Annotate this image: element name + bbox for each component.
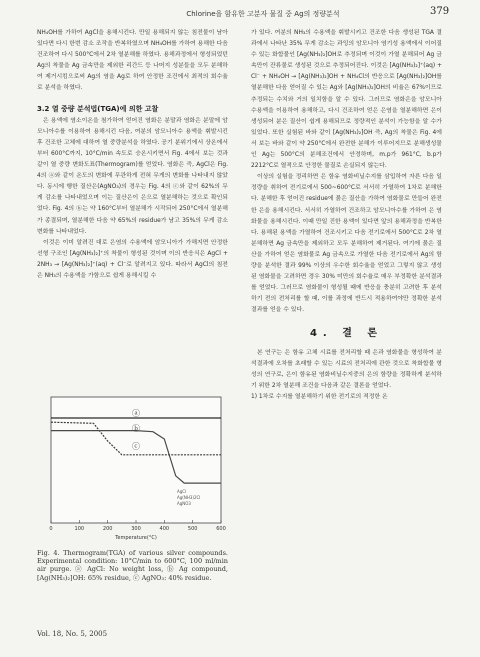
x-tick-label: 0	[49, 526, 53, 532]
x-tick-label: 200	[102, 526, 113, 532]
curve-label-a: ⓐ	[132, 409, 140, 418]
body-paragraph: 은 용액에 염소이온을 첨가하여 얻어진 염화은 분말과 염화은 분말에 암모니아수를 이용하여 용해시킨 다음, 여분의 암모니아수 용액을 휘발시킨 후 건조한 고체에 대하여 열 중량분석을 하였다. 공기 분위기에서 상온에서부터 600°C까지, 10°C/min 속도로 승온시키면서 Fig. 4에서 보는 것과 같이 열 중량 변화도표(Thermogram)를 얻었다. 염화은 즉, AgCl은 Fig. 4의 ⓐ와 같이 온도의 변화에 무관하게 전혀 무게의 변화를 나타내지 않았다. 동시에 행한 질산은(AgNO₃)의 경우는 Fig. 4의 ⓒ와 같이 62%의 무게 감소를 나타내었으며 이는 질산은이 은으로 열분해하는 것으로 확인되었다. Fig. 4의 ⓑ는 약 160°C부터 열분해가 시작되어 250°C에서 열분해가 종결되며, 열분해한 다음 약 65%의 residue가 남고 35%의 무게 감소 변화를 나타내었다.	[37, 117, 228, 235]
body-paragraph: 가 있다. 여분의 NH₃의 수용액을 휘발시키고 건조한 다음 생성된 TGA 결과에서 나타난 35% 무게 감소는 과잉의 암모니아 염기성 용액에서 이어질 수 있는 화합물인 [Ag(NH₃)₂]OH로 추정되며 이것이 가열 분해되어 Ag 금속만이 잔류물로 생성된 것으로 추정되어진다. 이것은 [Ag(NH₃)₂]⁺(aq) + Cl⁻ + NH₄OH → [Ag(NH₃)₂]OH + NH₄Cl의 반응으로 [Ag(NH₃)₂]OH를 열분해한 다음 얻어질 수 있는 Ag와 [Ag(NH₃)₂]OH의 비율은 67%이므로 추정되는 수치와 거의 일치함을 알 수 있다. 그러므로 염화은을 암모니아 수용액을 이용하여 용해하고, 다시 건조하여 얻은 은염을 열분해하면 은이 생성되어 분은 질산이 쉽게 용해되므로 정량적인 분석이 가능함을 알 수가 있었다. 또한 실험된 바와 같이 [Ag(NH₃)₂]OH 즉, Ag의 착물은 Fig. 4에서 보는 바와 같이 약 250°C에서 완전한 분해가 이루어지므로 분해생성물인 Ag는 500°C의 분해조건에서 안정하며, m.p가 961°C, b.p가 2212°C로 열적으로 안정한 물질로 손실되지 않는다.	[251, 30, 442, 170]
running-header-title: Chlorine을 함유한 고분자 물질 중 Ag의 정량분석	[186, 10, 340, 18]
legend-entry: Ag(NH3)2Cl	[177, 495, 201, 500]
legend-entry: AgCl	[177, 489, 187, 494]
journal-footer: Vol. 18, No. 5, 2005	[37, 630, 108, 638]
body-paragraph: NH₄OH를 가하여 AgCl을 용해시킨다. 만일 용해되지 않는 침전물이 남아 있다면 다시 한번 감소 조작을 반복하였으며 NH₄OH를 가하여 용해한 다음 건조하여 다시 500°C에서 2차 열분해를 하였다. 용해과정에서 형성되었던 Ag의 착물을 Ag 금속만을 제외한 리간드 등 나머지 성분들을 모두 분해하여 제거시킴으로써 Ag의 염을 Ag로 하여 안정한 조건에서 최적의 회수율로 분석을 하였다.	[37, 30, 228, 92]
x-tick-label: 300	[131, 526, 141, 532]
x-tick-label: 500	[187, 526, 198, 532]
page-number: 379	[430, 6, 450, 17]
figure-caption: Fig. 4. Thermogram(TGA) of various silver compounds. Experimental condition: 10°C/min to 600°C, 100 ml/min air purge. ⓐ AgCl: No weight loss, ⓑ Ag compound, [Ag(NH₃)₂]OH: 65% residue, ⓒ AgNO₃: 40% residue.	[37, 549, 228, 582]
legend-entry: AgNO3	[177, 501, 191, 506]
x-tick-label: 400	[159, 526, 170, 532]
right-column	[251, 28, 442, 606]
x-tick-label: 100	[74, 526, 85, 532]
conclusion-heading: 4. 결 론	[309, 328, 384, 340]
body-paragraph: 본 연구는 은 함유 고체 시료를 전처리할 때 은과 염화물을 형성하여 분석결과에 오차를 초래할 수 있는 시료의 전처리에 관한 것으로 착화합물 형성의 연구로, 은이 함유된 염화비닐수지중의 은의 함량을 정확하게 분석하기 위한 2차 열분해 조건을 다음과 같은 결론을 얻었다.	[251, 349, 442, 389]
curve-label-b: ⓑ	[132, 424, 140, 433]
left-column	[37, 28, 228, 380]
body-paragraph: 이것은 이미 알려진 대로 은염의 수용액에 암모니아가 가해지면 안정한 선형 구조인 [Ag(NH₃)₂]⁺의 착물이 형성된 것이며 이의 반응식은 AgCl + 2NH₃ → [Ag(NH₃)₂]⁺(aq) + Cl⁻로 알려지고 있다. 따라서 AgCl의 침전은 NH₃의 수용액을 가함으로 쉽게 용해시킬 수	[37, 239, 228, 279]
curve-label-c: ⓒ	[132, 442, 140, 451]
tga-chart	[37, 393, 227, 541]
x-tick-label: 600	[216, 526, 226, 532]
body-paragraph: 1) 1차로 수지를 열분해하기 위한 전기로의 적정한 온	[251, 393, 388, 400]
body-paragraph: 이상의 실험을 정리하면 은 함유 염화비닐수지를 삼입하여 자른 다음 일정량을 취하여 전기로에서 500~600°C로 서서히 가열하여 1차로 분해한다. 분해한 후 얻어진 residue에 묽은 질산을 가하여 염화물로 만들어 완전한 은을 용해시킨다. 서서히 가열하여 건조하고 암모니아수를 가하여 은 염화물을 용해시킨다. 이때 만일 진한 용액이 있다면 앞의 용해과정을 반복한다. 용해된 용액을 가열하여 건조시키고 다음 전기로에서 500°C로 2차 열분해하면 Ag 금속만을 제외하고 모두 분해하여 제거된다. 여기에 묽은 질산을 가하여 얻은 염화물로 Ag 금속으로 가열한 다음 전기로에서 Ag의 함량을 분석한 결과 99% 이상의 우수한 회수율을 얻었고 그렇지 않고 생성된 염화물을 고려하면 경우 30% 미만의 회수율로 매우 부정확한 분석결과를 얻었다. 그러므로 염화물이 형성될 때에 반응을 충분히 고려한 후 분석하기 전의 전처리를 할 때, 이를 과정에 반드시 적용하여야만 정확한 분석결과를 얻을 수 있다.	[251, 174, 442, 314]
tga-figure	[37, 393, 227, 541]
section-heading: 3.2 열 중량 분석법(TGA)에 의한 고찰	[37, 104, 159, 113]
x-axis-label: Temperature(°C)	[115, 535, 157, 541]
